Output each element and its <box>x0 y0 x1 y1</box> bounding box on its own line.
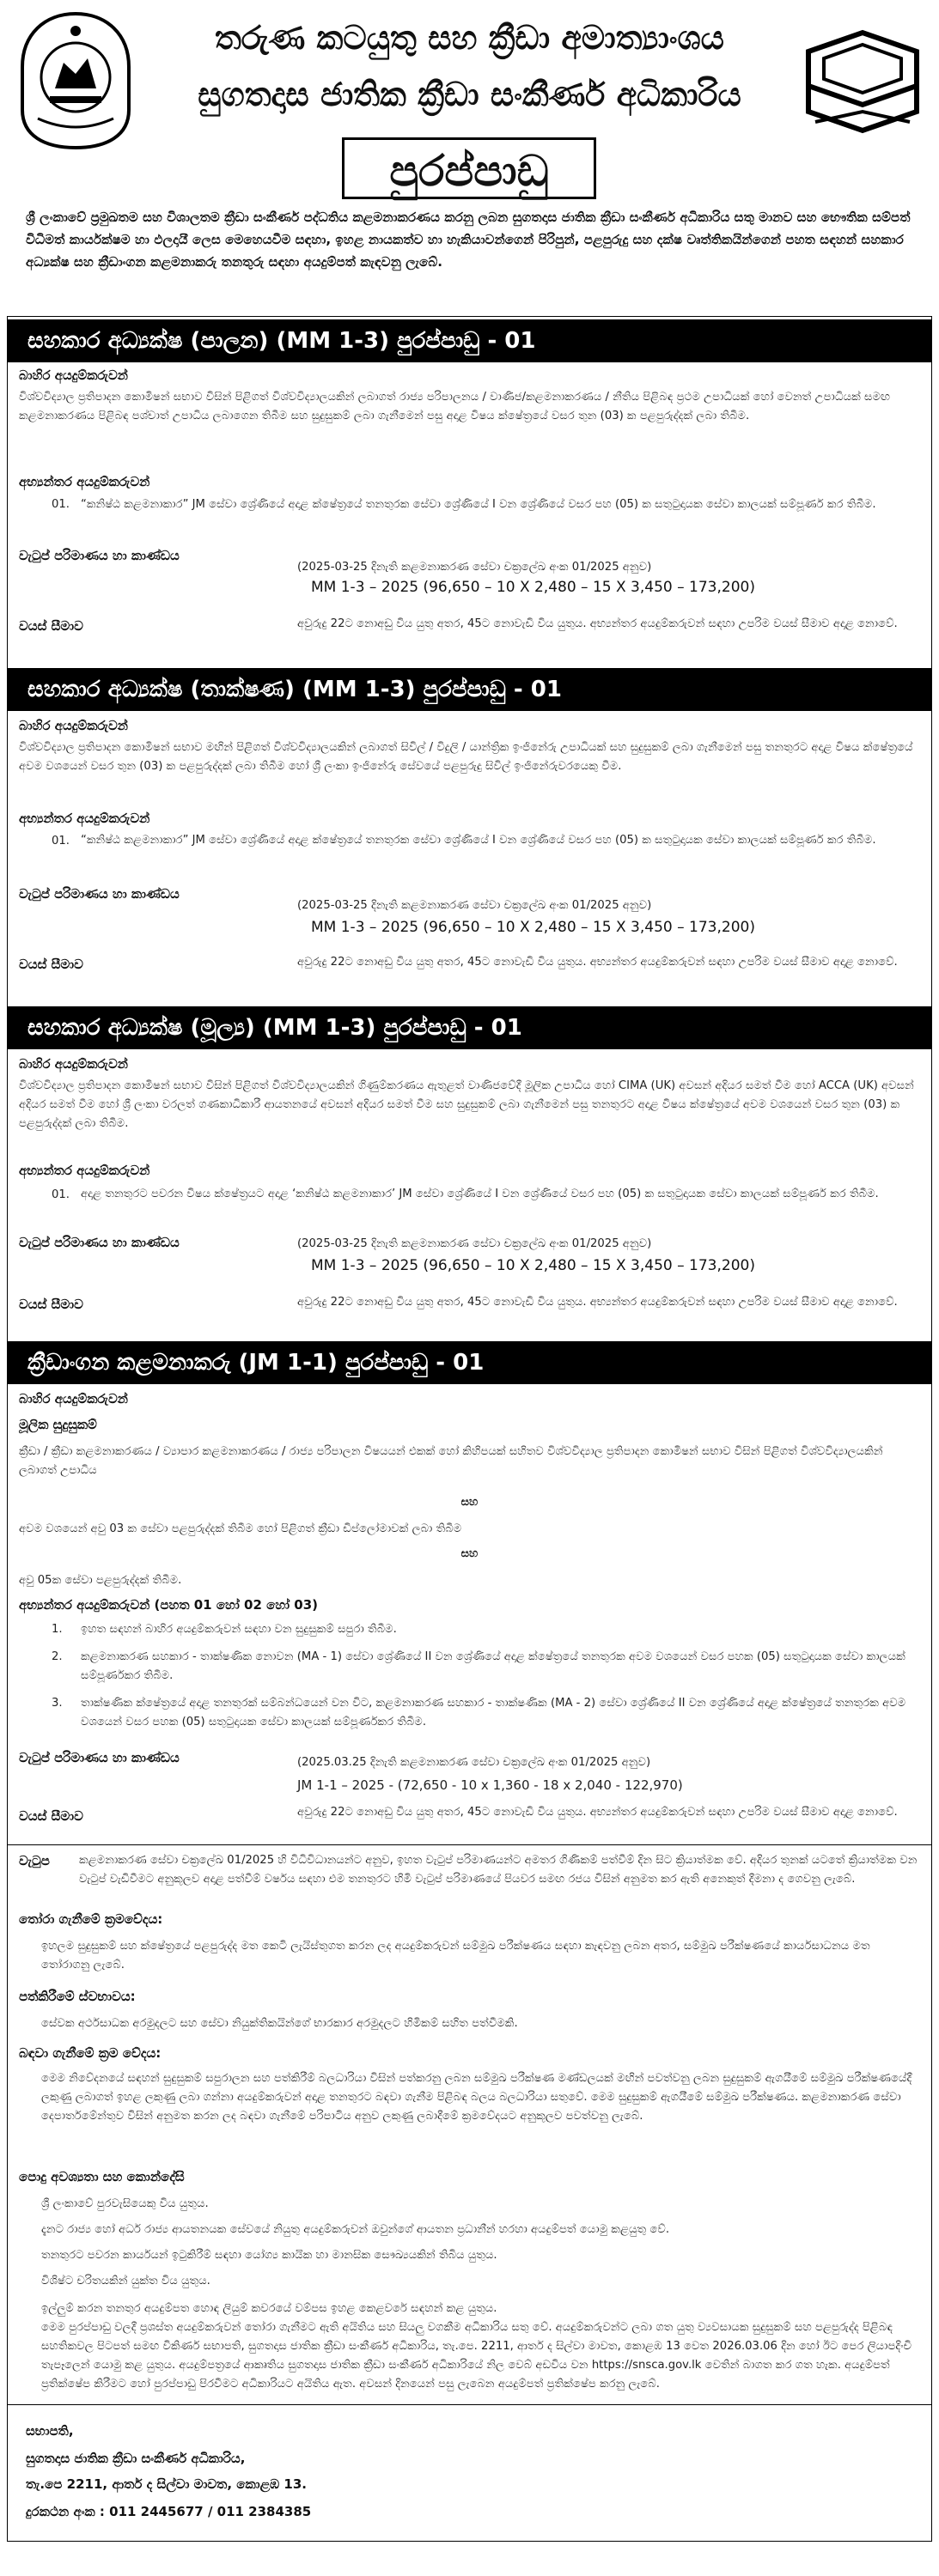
section-4-circular: (2025.03.25 දිනැති කළමනාකරණ සේවා චක්‍රලේඛ අංක 01/2025 අනුව) <box>297 1756 651 1769</box>
section-3-external-text: විශ්වවිද්‍යාල ප්‍රතිපාදන කොමිෂන් සභාව විසින් පිළිගත් විශ්වවිද්‍යාලයකින් ගිණුම්කරණය ඇතුළත් වාණිජවේදී මූලික උපාධිය හෝ CIMA (UK) අවසන් අදියර සමත් වීම හෝ ACCA (UK) අවසන් අදියර සමත් වීම හෝ ශ්‍රී ලංකා වරලත් ගණකාධිකාරී ආයතනයේ අවසන් අදියර සමත් වීම සහ සුදුසුකම් ලබා ගැනීමෙන් පසු තනතුරට අදාළ විෂය ක්ෂේත්‍රයේ අවම වශයෙන් වසර තුන (03) ක පළපුරුද්දක් ලබා තිබීම. <box>19 1079 914 1130</box>
section-3-external-label: බාහිර අයදුම්කරුවන් <box>19 1056 128 1072</box>
selection-text: ඉහලම සුදුසුකම් සහ ක්ෂේත්‍රයේ පළපුරුද්ද මත කෙටි ලැයිස්තුගත කරන ලද අයදුම්කරුවන් සම්මුඛ පරීක්ෂණය සඳහා කැඳවනු ලබන අතර, සම්මුඛ පරීක්ෂණයේ කාර්යසාධනය මත තෝරාගනු ලැබේ. <box>41 1940 870 1971</box>
general-salary-label: වැටුප <box>19 1853 50 1868</box>
section-2-external-text: විශ්වවිද්‍යාල ප්‍රතිපාදන කොමිෂන් සභාව මඟින් පිළිගත් විශ්වවිද්‍යාලයකින් ලබාගත් සිවිල් / විදුලි / යාන්ත්‍රික ඉංජිනේරු උපාධියක් සහ සුදුසුකම් ලබා ගැනීමෙන් පසු තනතුරට අදාළ විෂය ක්ෂේත්‍රයේ අවම වශයෙන් වසර තුන (03) ක පළපුරුද්දක් ලබා තිබීම හෝ ශ්‍රී ලංකා ඉංජිනේරු සේවයේ පළපුරුදු සිවිල් ඉංජිනේරුවරයෙකු වීම. <box>19 741 913 773</box>
section-4-item-1-text: ඉහත සඳහන් බාහිර අයදුම්කරුවන් සඳහා වන සුදුසුකම් සපුරා තිබීම. <box>81 1623 397 1636</box>
section-4-salary-scale: JM 1-1 – 2025 - (72,650 - 10 x 1,360 - 18 x 2,040 - 122,970) <box>297 1777 683 1793</box>
footer-organization: සුගතදාස ජාතික ක්‍රීඩා සංකීර්ණ අධිකාරිය, <box>26 2451 246 2466</box>
footer-chairman: සභාපති, <box>26 2423 74 2439</box>
vacancies-heading: පුරප්පාඩු <box>342 137 596 199</box>
section-4-item-3-number: 3. <box>52 1697 63 1710</box>
nature-label: පත්කිරීමේ ස්වභාවය: <box>19 1989 136 2004</box>
section-1-circular: (2025-03-25 දිනැති කළමනාකරණ සේවා චක්‍රලේඛ අංක 01/2025 අනුව) <box>297 561 652 574</box>
section-3-age-text: අවුරුදු 22ට නොඅඩු විය යුතු අතර, 45ට නොවැඩි විය යුතුය. අභ්‍යන්තර අයදුම්කරුවන් සඳහා උපරිම වයස් සීමාව අදාළ නොවේ. <box>297 1296 898 1309</box>
section-1-age-text: අවුරුදු 22ට නොඅඩු විය යුතු අතර, 45ට නොවැඩි විය යුතුය. අභ්‍යන්තර අයදුම්කරුවන් සඳහා උපරිම වයස් සීමාව අදාළ නොවේ. <box>297 617 898 630</box>
section-4-and-text-2: අවු 05ක සේවා පළපුරුද්දක් තිබීම. <box>19 1574 182 1587</box>
section-3-item-number: 01. <box>52 1188 70 1201</box>
section-4-item-1-number: 1. <box>52 1623 63 1636</box>
section-1-internal-text: “කනිෂ්ඨ කළමනාකාර” JM සේවා ශ්‍රේණියේ අදාළ ක්ෂේත්‍රයේ තනතුරක සේවා ශ්‍රේණියේ I වන ශ්‍රේණියේ වසර පහ (05) ක සතුටුදායක සේවා කාලයක් සම්පූර්ණ කර තිබීම. <box>81 498 876 511</box>
section-3-salary-scale: MM 1-3 – 2025 (96,650 – 10 X 2,480 – 15 X 3,450 – 173,200) <box>311 1257 755 1274</box>
section-1-item-number: 01. <box>52 498 70 511</box>
section-3-title: සහකාර අධ්‍යක්ෂ (මූල්‍ය) (MM 1-3) පුරප්පාඩු - 01 <box>7 1006 932 1049</box>
apply-note: ඉල්ලුම් කරන තනතුර අයදුම්පත හොඳ ලියුම් කවරයේ වම්පස ඉහළ කෙළවරේ සඳහන් කළ යුතුය. <box>41 2302 497 2315</box>
condition-item: විශිෂ්ට චරිතයකින් යුක්ත විය යුතුය. <box>41 2275 210 2287</box>
ministry-title: තරුණ කටයුතු සහ ක්‍රීඩා අමාත්‍යාංශය <box>215 19 724 57</box>
section-2-external-label: බාහිර අයදුම්කරුවන් <box>19 718 128 733</box>
section-4-title: ක්‍රීඩාංගන කළමනාකරු (JM 1-1) පුරප්පාඩු - 01 <box>7 1341 932 1384</box>
section-3-age-label: වයස් සීමාව <box>19 1297 83 1312</box>
section-4-basic-quals-label: මූලික සුදුසුකම් <box>19 1417 97 1432</box>
section-2-circular: (2025-03-25 දිනැති කළමනාකරණ සේවා චක්‍රලේඛ අංක 01/2025 අනුව) <box>297 899 652 912</box>
section-2-title: සහකාර අධ්‍යක්ෂ (තාක්ෂණ) (MM 1-3) පුරප්පාඩු - 01 <box>7 668 932 711</box>
footer-address: තැ.පෙ 2211, ආතර් ද සිල්වා මාවත, කොළඹ 13. <box>26 2476 307 2492</box>
section-4-age-text: අවුරුදු 22ට නොඅඩු විය යුතු අතර, 45ට නොවැඩි විය යුතුය. අභ්‍යන්තර අයදුම්කරුවන් සඳහා උපරිම වයස් සීමාව අදාළ නොවේ. <box>297 1806 898 1819</box>
section-3-salary-label: වැටුප් පරිමාණය හා කාණ්ඩය <box>19 1235 180 1250</box>
section-2-age-label: වයස් සීමාව <box>19 957 83 972</box>
section-2-age-text: අවුරුදු 22ට නොඅඩු විය යුතු අතර, 45ට නොවැඩි විය යුතුය. අභ්‍යන්තර අයදුම්කරුවන් සඳහා උපරිම වයස් සීමාව අදාළ නොවේ. <box>297 956 898 969</box>
section-4-item-3-text: තාක්ෂණික ක්ෂේත්‍රයේ අදාළ තනතුරක් සම්බන්ධයෙන් වන විට, කළමනාකරණ සහකාර - තාක්ෂණික (MA - 2) සේවා ශ්‍රේණියේ II වන ශ්‍රේණියේ අදාළ ක්ෂේත්‍රයේ තනතුරක අවම වශයෙන් වසර පහක (05) සතුටුදායක සේවා කාලයක් සම්පූර්ණකර තිබීම. <box>81 1697 906 1728</box>
footer-phone: දුරකථන අංක : 011 2445677 / 011 2384385 <box>26 2504 312 2519</box>
condition-item: දැනට රාජ්‍ය හෝ අර්ධ රාජ්‍ය ආයතනයක සේවයේ නියුතු අයදුම්කරුවන් ඔවුන්ගේ ආයතන ප්‍රධානීන් හරහා අයදුම්පත් යොමු කළයුතු වේ. <box>41 2223 670 2236</box>
section-4-item-2-number: 2. <box>52 1650 63 1663</box>
section-3-internal-text: අදාළ තනතුරට පවරන විෂය ක්ෂේත්‍රයට අදාළ ‘කනිෂ්ඨ කළමනාකාර’ JM සේවා ශ්‍රේණියේ I වන ශ්‍රේණියේ වසර පහ (05) ක සතුටුදායක සේවා කාලයක් සම්පූර්ණ කර තිබීම. <box>81 1188 879 1200</box>
section-3-circular: (2025-03-25 දිනැති කළමනාකරණ සේවා චක්‍රලේඛ අංක 01/2025 අනුව) <box>297 1237 652 1250</box>
selection-label: තෝරා ගැනීමේ ක්‍රමවේදය: <box>19 1911 163 1927</box>
section-4-and-2: සහ <box>460 1547 479 1560</box>
section-4-and-1: සහ <box>460 1496 479 1509</box>
section-1-external-text: විශ්වවිද්‍යාල ප්‍රතිපාදන කොමිෂන් සභාව විසින් පිළිගත් විශ්වවිද්‍යාලයකින් ලබාගත් රාජ්‍ය පරිපාලනය / වාණිජ/කළමනාකරණය / නීතිය පිළිබඳ ප්‍රථම උපාධියක් හෝ වෙනත් උපාධියක් සමඟ කළමනාකරණය පිළිබඳ පශ්චාත් උපාධිය ලබාගෙන තිබීම සහ සුදුසුකම් ලබා ගැනීමෙන් පසු අදාළ විෂය ක්ෂේත්‍රයේ වසර තුන (03) ක පළපුරුද්දක් ලබා තිබීම. <box>19 391 891 422</box>
common-conditions-label: පොදු අවශ්‍යතා සහ කොන්දේසි <box>19 2169 185 2184</box>
section-4-internal-label: අභ්‍යන්තර අයදුම්කරුවන් (පහත 01 හෝ 02 හෝ 03) <box>19 1597 319 1613</box>
section-3-internal-label: අභ්‍යන්තර අයදුම්කරුවන් <box>19 1163 150 1178</box>
section-2-salary-scale: MM 1-3 – 2025 (96,650 – 10 X 2,480 – 15 X 3,450 – 173,200) <box>311 919 755 936</box>
apply-instructions: මෙම පුරප්පාඩු වලදී ප්‍රශස්ත අයදුම්කරුවන් තෝරා ගැනීමට ඇති අයිතිය සහ සියලු වගකීම අධිකාරිය සතු වේ. අයදුම්කරුවන්ට ලබා ගත යුතු ව්‍යවසායක සුදුසුකම් සහ පළපුරුද්ද පිළිබඳ සහතිකවල පිටපත් සමඟ විකිර්ණ සභාපති, සුගතදාස ජාතික ක්‍රීඩා සංකීර්ණ අධිකාරිය, තැ.පෙ. 2211, ආතර් ද සිල්වා මාවත, කොළඹ 13 වෙත 2026.03.06 දින හෝ ඊට පෙර ලියාපදිංචි තැපෑලෙන් යොමු කළ යුතුය. අයදුම්පත්‍රයේ ආකෘතිය සුගතදාස ජාතික ක්‍රීඩා සංකීර්ණ අධිකාරියේ නිල වෙබ් අඩවිය වන https://snsca.gov.lk වෙතින් බාගත කර ගත හැක. අයදුම්පත් ප්‍රතික්ෂේප කිරීමට හෝ පුරප්පාඩු පිරවීමට අධිකාරියට අයිතිය ඇත. අවසන් දිනයෙන් පසු ලැබෙන අයදුම්පත් ප්‍රතික්ෂේප කරනු ලැබේ. <box>41 2321 912 2391</box>
section-4-and-text-1: අවම වශයෙන් අවු 03 ක සේවා පළපුරුද්දක් තිබීම හෝ පිළිගත් ක්‍රීඩා ඩිප්ලෝමාවක් ලබා තිබීම <box>19 1522 462 1535</box>
nature-text: සේවක අර්ථසාධක අරමුදලට සහ සේවා නියුක්තිකයින්ගේ භාරකාර අරමුදලට හිමිකම් සහිත පත්වීමකි. <box>41 2017 518 2030</box>
section-1-external-label: බාහිර අයදුම්කරුවන් <box>19 368 128 383</box>
section-2-internal-text: “කනිෂ්ඨ කළමනාකාර” JM සේවා ශ්‍රේණියේ අදාළ ක්ෂේත්‍රයේ තනතුරක සේවා ශ්‍රේණියේ I වන ශ්‍රේණියේ වසර පහ (05) ක සතුටුදායක සේවා කාලයක් සම්පූර්ණ කර තිබීම. <box>81 834 876 847</box>
section-2-item-number: 01. <box>52 835 70 848</box>
section-4-item-2-text: කළමනාකරණ සහකාර - තාක්ෂණික නොවන (MA - 1) සේවා ශ්‍රේණියේ II වන ශ්‍රේණියේ අදාළ ක්ෂේත්‍රයේ තනතුරක අවම වශයෙන් වසර පහක (05) සතුටුදායක සේවා කාලයක් සම්පූර්ණකර තිබීම. <box>81 1650 905 1682</box>
general-salary-text: කළමනාකරණ සේවා චක්‍රලේඛ 01/2025 හි විධිවිධානයන්ට අනුව, ඉහත වැටුප් පරිමාණයන්ට අමතර ගිණිකම් පත්වීම් දින සිට ක්‍රියාත්මක වේ. අදියර තුනක් යටතේ ක්‍රියාත්මක වන වැටුප් වැඩිවීමට අනුකූලව අදාළ පත්වීම් වර්ෂය සඳහා එම තනතුරට හිමි වැටුප් පරිමාණයේ පියවර සමඟ රජය විසින් අනුමත කර ඇති අනෙකුත් දීමනා ද ගෙවනු ලැබේ. <box>79 1854 918 1886</box>
section-1-internal-label: අභ්‍යන්තර අයදුම්කරුවන් <box>19 474 150 489</box>
section-1-salary-label: වැටුප් පරිමාණය හා කාණ්ඩය <box>19 548 180 563</box>
section-4-qual-text: ක්‍රීඩා / ක්‍රීඩා කළමනාකරණය / ව්‍යාපාර කළමනාකරණය / රාජ්‍ය පරිපාලන විෂයයන් එකක් හෝ කිහිපයක් සහිතව විශ්වවිද්‍යාල ප්‍රතිපාදන කොමිෂන් සභාව විසින් පිළිගත් විශ්වවිද්‍යාලයකින් ලබාගත් උපාධිය <box>19 1445 883 1477</box>
section-4-age-label: වයස් සීමාව <box>19 1808 83 1824</box>
section-4-salary-label: වැටුප් පරිමාණය හා කාණ්ඩය <box>19 1750 180 1765</box>
section-4-external-label: බාහිර අයදුම්කරුවන් <box>19 1391 128 1406</box>
authority-title: සුගතදාස ජාතික ක්‍රීඩා සංකීර්ණ අධිකාරිය <box>198 76 741 113</box>
national-emblem-icon <box>12 7 139 153</box>
recruit-text: මෙම නිවේදනයේ සඳහන් සුදුසුකම් සපුරාලන සහ පත්කිරීම් බලධාරියා විසින් පත්කරනු ලබන සම්මුඛ පරීක්ෂණ මණ්ඩලයක් මඟින් පවත්වනු ලබන සුදුසුකම් ඇගයීමේ සම්මුඛ පරීක්ෂණයේදී ලකුණු ලබාගත් ඉහළ ලකුණු ලබා ගන්නා අයදුම්කරුවන් අදාළ තනතුරට බඳවා ගැනීම පිළිබඳ බලය බලධාරියා සතුවේ. මෙම සුදුසුකම් ඇගයීමේ සම්මුඛ පරීක්ෂණය. කළමනාකරණ සේවා දෙපාර්තමේන්තුව විසින් අනුමත කරන ලද බඳවා ගැනීමේ පරිපාටිය අනුව ලකුණු ලබාදීමේ ක්‍රමවේදයට අනුකූලව පවත්වනු ලැබේ. <box>41 2072 912 2123</box>
section-1-age-label: වයස් සීමාව <box>19 618 83 634</box>
content-frame <box>7 316 932 2542</box>
section-2-salary-label: වැටුප් පරිමාණය හා කාණ්ඩය <box>19 886 180 902</box>
section-1-salary-scale: MM 1-3 – 2025 (96,650 – 10 X 2,480 – 15 X 3,450 – 173,200) <box>311 579 755 596</box>
section-1-title: සහකාර අධ්‍යක්ෂ (පාලන) (MM 1-3) පුරප්පාඩු - 01 <box>7 319 932 362</box>
condition-item: තනතුරට පවරන කාර්යයන් ඉටුකිරීම් සඳහා යෝග්‍ය කායික හා මානසික සෞඛ්‍යයකින් තිබිය යුතුය. <box>41 2249 497 2262</box>
intro-paragraph: ශ්‍රී ලංකාවේ ප්‍රමුඛතම සහ විශාලතම ක්‍රීඩා සංකීර්ණ පද්ධතිය කළමනාකරණය කරනු ලබන සුගතදාස ජාතික ක්‍රීඩා සංකීර්ණ අධිකාරිය සතු මානව සහ භෞතික සම්පත් විධිමත් කාර්යක්ෂම හා ඵලදායී ලෙස මෙහෙයවීම සඳහා, ඉහළ නායකත්ව හා හැකියාවන්ගෙන් පිරිපුන්, පළපුරුදු සහ දක්ෂ වෘත්තිකයින්ගෙන් පහත සඳහන් සහකාර අධ්‍යක්ෂ සහ ක්‍රීඩාංගන කළමනාකරු තනතුරු සඳහා අයදුම්පත් කැඳවනු ලැබේ. <box>26 210 911 270</box>
condition-item: ශ්‍රී ලංකාවේ පුරවැසියෙකු විය යුතුය. <box>41 2197 209 2210</box>
stadium-logo-icon <box>798 26 927 137</box>
recruit-label: බඳවා ගැනීමේ ක්‍රම වේදය: <box>19 2045 162 2061</box>
section-2-internal-label: අභ්‍යන්තර අයදුම්කරුවන් <box>19 811 150 826</box>
